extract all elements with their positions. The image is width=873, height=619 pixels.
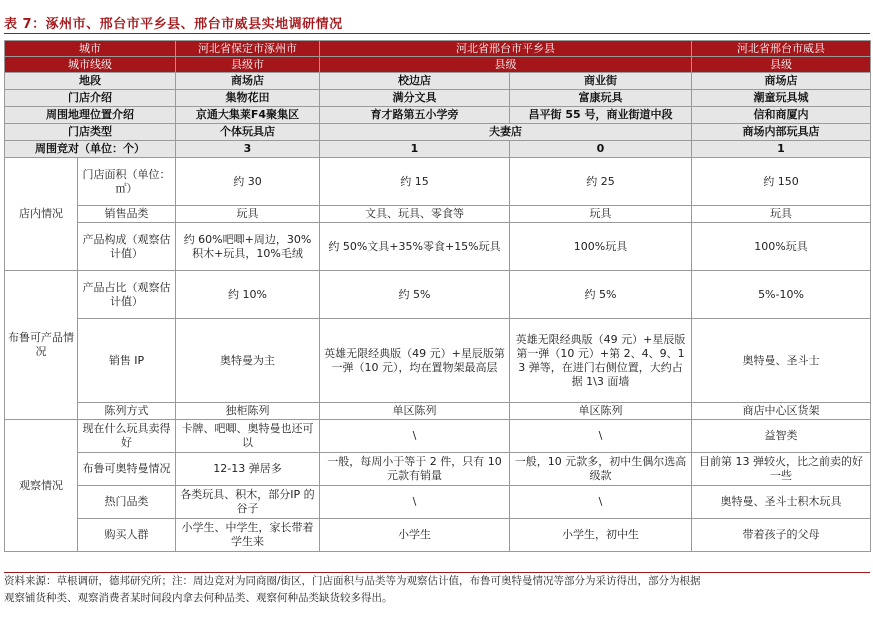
table-row (5, 420, 871, 453)
table-cell: 富康玩具 (510, 90, 692, 107)
source-line-2: 观察铺货种类、观察消费者某时间段内拿去何种品类、观察何种品类缺货较多得出。 (4, 592, 393, 604)
city-label: 城市 (5, 41, 176, 57)
table-row (5, 206, 871, 223)
source-line-1: 资料来源：草根调研，德邦研究所；注：周边竞对为同商圈/街区，门店面积与品类等为观察估计值，布鲁可奥特曼情况等部分为采访得出，部分为根据 (4, 575, 701, 587)
table-cell: 单区陈列 (510, 403, 692, 420)
table-row (5, 141, 871, 158)
table-title: 表 7：涿州市、邢台市平乡县、邢台市威县实地调研情况 (4, 17, 343, 32)
table-cell: \ (510, 486, 692, 519)
city-pingxiang: 河北省邢台市平乡县 (320, 41, 692, 57)
table-cell: 约 150 (692, 158, 871, 206)
table-cell: 个体玩具店 (176, 124, 320, 141)
header-tier-row (5, 57, 871, 73)
table-cell: 玩具 (510, 206, 692, 223)
table-cell: 3 (176, 141, 320, 158)
table-cell: 潮童玩具城 (692, 90, 871, 107)
table-row (5, 486, 871, 519)
table-cell: \ (320, 486, 510, 519)
table-cell: 卡牌、吧唧、奥特曼也还可以 (176, 420, 320, 453)
section-in-store: 店内情况 (5, 158, 78, 271)
survey-table (4, 40, 871, 552)
table-cell: 12-13 弹居多 (176, 453, 320, 486)
table-cell: 小学生，初中生 (510, 519, 692, 552)
section-bruco: 布鲁可产品情况 (5, 271, 78, 420)
table-cell: 满分文具 (320, 90, 510, 107)
table-cell: 益智类 (692, 420, 871, 453)
table-cell: 约 50%文具+35%零食+15%玩具 (320, 223, 510, 271)
table-cell: 商场店 (176, 73, 320, 90)
table-cell: 约 30 (176, 158, 320, 206)
table-cell: 约 25 (510, 158, 692, 206)
table-cell: 小学生 (320, 519, 510, 552)
city-zhuozhou: 河北省保定市涿州市 (176, 41, 320, 57)
table-cell: 一般，每周小于等于 2 件，只有 10 元款有销量 (320, 453, 510, 486)
table-row (5, 73, 871, 90)
table-cell: 夫妻店 (320, 124, 692, 141)
table-cell: 0 (510, 141, 692, 158)
table-cell: 育才路第五小学旁 (320, 107, 510, 124)
row-label: 门店面积（单位：㎡） (78, 158, 176, 206)
row-label: 产品构成（观察估计值） (78, 223, 176, 271)
table-row (5, 403, 871, 420)
section-observe: 观察情况 (5, 420, 78, 552)
table-cell: 独柜陈列 (176, 403, 320, 420)
table-row (5, 519, 871, 552)
table-cell: \ (320, 420, 510, 453)
table-cell: 奥特曼、圣斗士积木玩具 (692, 486, 871, 519)
table-cell: 100%玩具 (510, 223, 692, 271)
table-cell: 商场内部玩具店 (692, 124, 871, 141)
table-cell: \ (510, 420, 692, 453)
table-row (5, 158, 871, 206)
table-cell: 玩具 (176, 206, 320, 223)
table-cell: 英雄无限经典版（49 元）+星辰版第一弹（10 元），均在置物架最高层 (320, 319, 510, 403)
row-label: 地段 (5, 73, 176, 90)
table-cell: 约 5% (510, 271, 692, 319)
row-label: 门店类型 (5, 124, 176, 141)
table-cell: 昌平街 55 号，商业街道中段 (510, 107, 692, 124)
tier-label: 城市线级 (5, 57, 176, 73)
table-cell: 小学生、中学生，家长带着学生来 (176, 519, 320, 552)
row-label: 陈列方式 (78, 403, 176, 420)
row-label: 销售 IP (78, 319, 176, 403)
table-cell: 集物花田 (176, 90, 320, 107)
title-divider (4, 33, 870, 34)
table-cell: 商店中心区货架 (692, 403, 871, 420)
header-city-row (5, 41, 871, 57)
table-cell: 约 10% (176, 271, 320, 319)
table-cell: 1 (692, 141, 871, 158)
table-row (5, 319, 871, 403)
table-cell: 单区陈列 (320, 403, 510, 420)
row-label: 门店介绍 (5, 90, 176, 107)
table-cell: 1 (320, 141, 510, 158)
table-cell: 文具、玩具、零食等 (320, 206, 510, 223)
tier-pingxiang: 县级 (320, 57, 692, 73)
table-cell: 京通大集莱F4聚集区 (176, 107, 320, 124)
row-label: 周围竞对（单位：个） (5, 141, 176, 158)
table-cell: 100%玩具 (692, 223, 871, 271)
table-cell: 奥特曼为主 (176, 319, 320, 403)
table-cell: 英雄无限经典版（49 元）+星辰版第一弹（10 元）+第 2、4、9、13 弹等，在进门右侧位置，大约占据 1\3 面墙 (510, 319, 692, 403)
table-cell: 各类玩具、积木，部分IP 的谷子 (176, 486, 320, 519)
city-weixian: 河北省邢台市威县 (692, 41, 871, 57)
table-row (5, 223, 871, 271)
table-cell: 一般，10 元款多，初中生偶尔选高级款 (510, 453, 692, 486)
table-row (5, 90, 871, 107)
table-cell: 约 5% (320, 271, 510, 319)
table-cell: 商业街 (510, 73, 692, 90)
table-cell: 目前第 13 弹较火，比之前卖的好一些 (692, 453, 871, 486)
table-row (5, 453, 871, 486)
row-label: 销售品类 (78, 206, 176, 223)
row-label: 购买人群 (78, 519, 176, 552)
row-label: 现在什么玩具卖得好 (78, 420, 176, 453)
source-note (4, 573, 870, 607)
table-cell: 约 15 (320, 158, 510, 206)
table-cell: 5%-10% (692, 271, 871, 319)
table-row (5, 124, 871, 141)
tier-weixian: 县级 (692, 57, 871, 73)
table-row (5, 271, 871, 319)
table-cell: 玩具 (692, 206, 871, 223)
table-cell: 商场店 (692, 73, 871, 90)
row-label: 布鲁可奥特曼情况 (78, 453, 176, 486)
row-label: 热门品类 (78, 486, 176, 519)
table-cell: 带着孩子的父母 (692, 519, 871, 552)
table-cell: 约 60%吧唧+周边，30%积木+玩具，10%毛绒 (176, 223, 320, 271)
table-row (5, 107, 871, 124)
table-cell: 奥特曼、圣斗士 (692, 319, 871, 403)
table-cell: 信和商厦内 (692, 107, 871, 124)
table-cell: 校边店 (320, 73, 510, 90)
row-label: 产品占比（观察估计值） (78, 271, 176, 319)
row-label: 周围地理位置介绍 (5, 107, 176, 124)
tier-zhuozhou: 县级市 (176, 57, 320, 73)
